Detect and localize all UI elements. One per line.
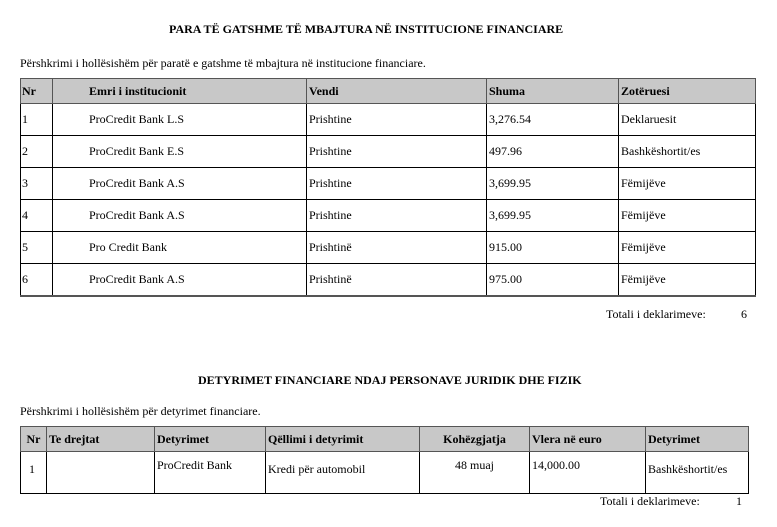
cell-place: Prishtinë — [307, 264, 487, 297]
cell-amount: 915.00 — [487, 232, 619, 264]
header-purpose: Qëllimi i detyrimit — [266, 427, 420, 452]
cell-owner: Deklaruesit — [619, 104, 756, 136]
cell-institution: ProCredit Bank E.S — [53, 136, 307, 168]
cell-nr: 4 — [21, 200, 53, 232]
table-header-row — [21, 427, 749, 452]
cell-institution: Pro Credit Bank — [53, 232, 307, 264]
cell-owner: Bashkëshortit/es — [619, 136, 756, 168]
cell-place: Prishtine — [307, 104, 487, 136]
cell-amount: 497.96 — [487, 136, 619, 168]
cell-owner: Fëmijëve — [619, 232, 756, 264]
cell-nr: 3 — [21, 168, 53, 200]
table-header-row — [21, 79, 756, 104]
cell-nr: 6 — [21, 264, 53, 297]
cell-amount: 3,276.54 — [487, 104, 619, 136]
section2-title: DETYRIMET FINANCIARE NDAJ PERSONAVE JURIDIK DHE FIZIK — [198, 373, 582, 387]
cell-nr: 1 — [21, 104, 53, 136]
section2-description: Përshkrimi i hollësishëm për detyrimet financiare. — [20, 404, 261, 418]
cell-rights — [47, 452, 155, 494]
header-nr: Nr — [21, 79, 53, 104]
cell-liability: ProCredit Bank — [155, 452, 266, 494]
cell-institution: ProCredit Bank A.S — [53, 168, 307, 200]
cell-amount: 3,699.95 — [487, 168, 619, 200]
section2-total-label: Totali i deklarimeve: — [600, 494, 700, 508]
header-duration: Kohëzgjatja — [420, 427, 530, 452]
table-row — [21, 104, 756, 136]
cell-liability-owner: Bashkëshortit/es — [646, 452, 749, 494]
table-row — [21, 136, 756, 168]
cell-place: Prishtine — [307, 168, 487, 200]
cell-amount: 975.00 — [487, 264, 619, 297]
table-row — [21, 264, 756, 297]
cash-institutions-table — [20, 78, 756, 297]
section1-title: PARA TË GATSHME TË MBAJTURA NË INSTITUCIONE FINANCIARE — [169, 22, 564, 36]
cell-nr: 1 — [21, 452, 47, 494]
section1-total-value: 6 — [741, 307, 747, 321]
header-owner: Zotëruesi — [619, 79, 756, 104]
header-value-eur: Vlera në euro — [530, 427, 646, 452]
cell-owner: Fëmijëve — [619, 264, 756, 297]
cell-value: 14,000.00 — [530, 452, 646, 494]
header-institution: Emri i institucionit — [53, 79, 307, 104]
header-liability-owner: Detyrimet — [646, 427, 749, 452]
cell-place: Prishtine — [307, 200, 487, 232]
header-place: Vendi — [307, 79, 487, 104]
cell-institution: ProCredit Bank A.S — [53, 264, 307, 297]
section1-description: Përshkrimi i hollësishëm për paratë e gatshme të mbajtura në institucione financiare. — [20, 56, 426, 70]
table-row — [21, 168, 756, 200]
cell-duration: 48 muaj — [420, 452, 530, 494]
cell-owner: Fëmijëve — [619, 168, 756, 200]
cell-place: Prishtinë — [307, 232, 487, 264]
header-rights: Te drejtat — [47, 427, 155, 452]
table-row — [21, 200, 756, 232]
section1-total-label: Totali i deklarimeve: — [606, 307, 706, 321]
cell-nr: 2 — [21, 136, 53, 168]
cell-amount: 3,699.95 — [487, 200, 619, 232]
header-amount: Shuma — [487, 79, 619, 104]
cell-institution: ProCredit Bank L.S — [53, 104, 307, 136]
cell-institution: ProCredit Bank A.S — [53, 200, 307, 232]
header-liabilities: Detyrimet — [155, 427, 266, 452]
cell-purpose: Kredi për automobil — [266, 452, 420, 494]
section2-total-value: 1 — [736, 494, 742, 508]
header-nr: Nr — [21, 427, 47, 452]
cell-owner: Fëmijëve — [619, 200, 756, 232]
liabilities-table — [20, 426, 749, 494]
cell-nr: 5 — [21, 232, 53, 264]
cell-place: Prishtine — [307, 136, 487, 168]
table-row — [21, 232, 756, 264]
table-row — [21, 452, 749, 494]
